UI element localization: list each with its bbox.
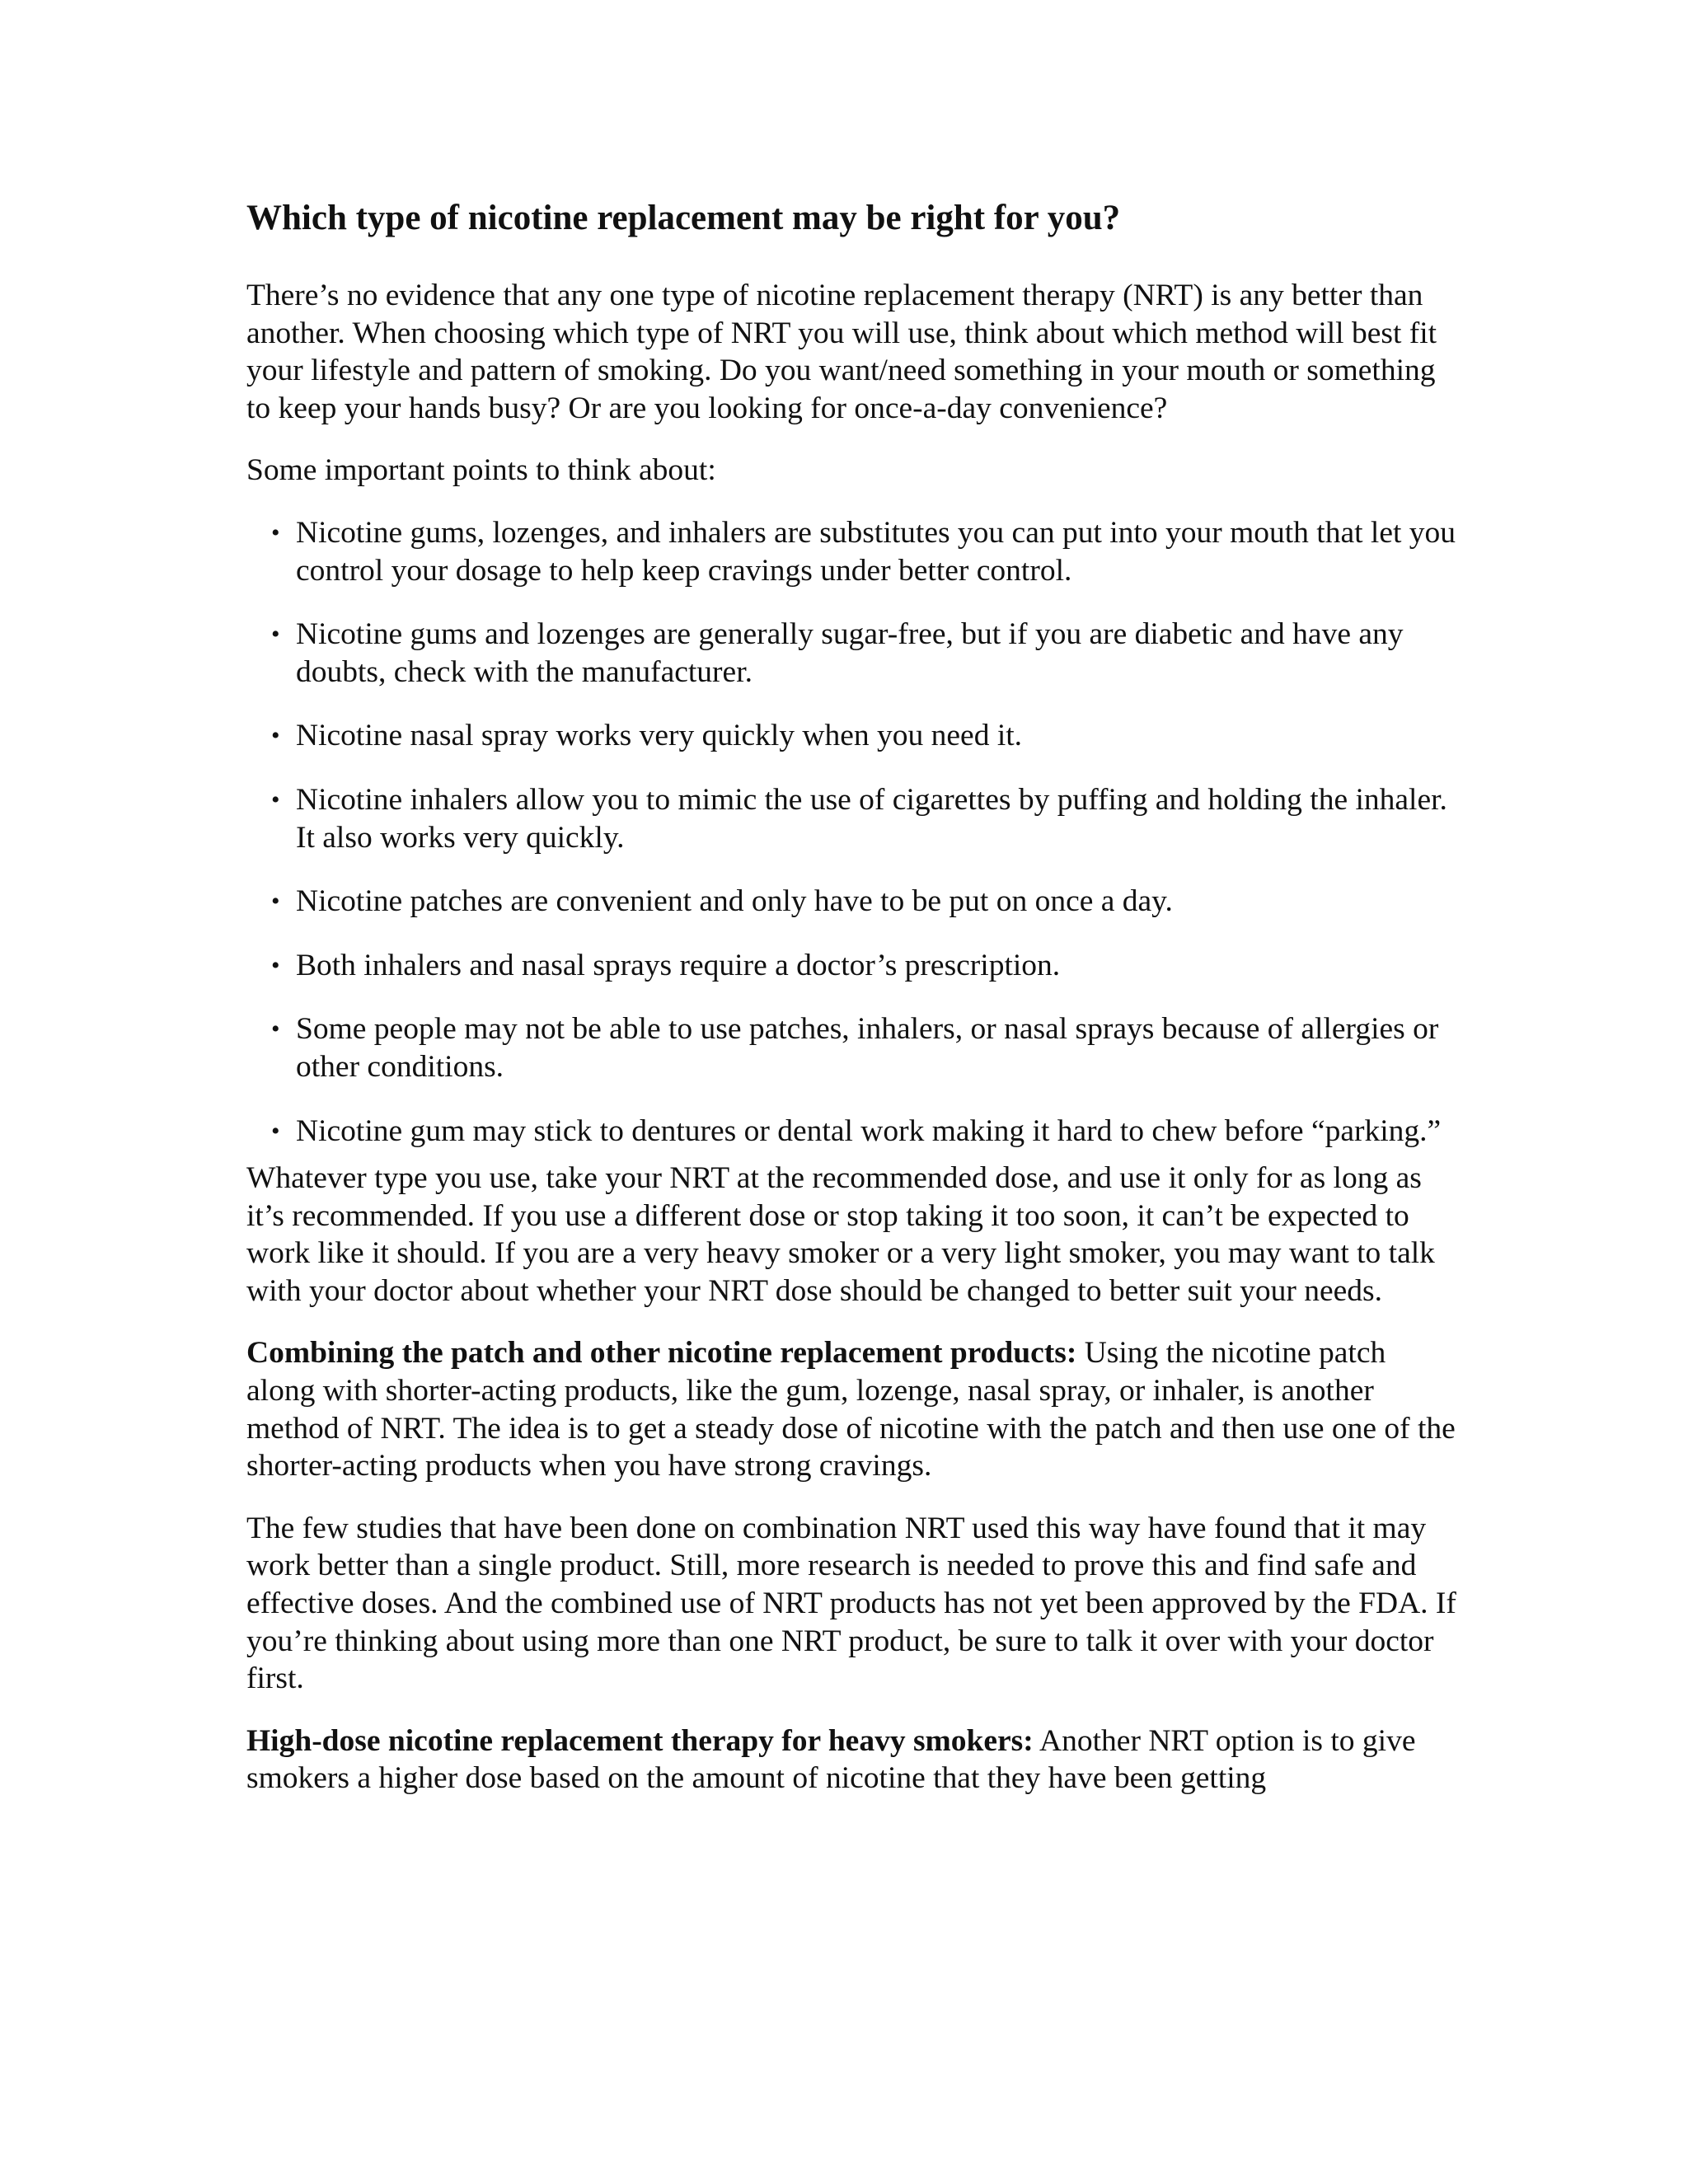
intro-paragraph: There’s no evidence that any one type of nicotine replacement therapy (NRT) is any better than another. When choosing which type of NRT you will use, think about which method will best fit your lifestyle and pattern of smoking. Do you want/need something in your mouth or something to keep your hands busy? Or are you looking for once-a-day convenience? [246,279,1437,425]
bullet-icon: • [271,518,280,546]
bullet-icon: • [271,1015,280,1043]
list-item-text: Nicotine gum may stick to dentures or dental work making it hard to chew before “parking.” [296,1113,1442,1148]
bullet-icon: • [271,888,280,916]
list-item-text: Some people may not be able to use patches, inhalers, or nasal sprays because of allergies or other conditions. [296,1012,1439,1084]
page-title: Which type of nicotine replacement may be right for you? [246,199,1121,237]
list-item [246,616,1458,691]
document-page [246,196,1458,1822]
high-dose-paragraph [246,1722,1458,1797]
combining-paragraph [246,1334,1458,1484]
bullet-icon: • [271,722,280,750]
combining-label: Combining the patch and other nicotine replacement products: [246,1336,1077,1371]
studies-paragraph: The few studies that have been done on combination NRT used this way have found that it may work better than a single product. Still, more research is needed to prove this and find safe and effective doses. And the combined use of NRT products has not yet been approved by the FDA. If you’re thinking about using more than one NRT product, be sure to talk it over with your doctor first. [246,1511,1456,1696]
bullet-icon: • [271,785,280,813]
points-list [246,514,1458,1150]
list-item [246,717,1458,755]
list-item [246,514,1458,589]
list-item [246,781,1458,856]
list-item-text: Nicotine inhalers allow you to mimic the use of cigarettes by puffing and holding the inhaler. It also works very quickly. [296,782,1447,855]
list-item [246,947,1458,985]
list-item-text: Nicotine patches are convenient and only have to be put on once a day. [296,884,1173,919]
high-dose-label: High-dose nicotine replacement therapy for heavy smokers: [246,1723,1034,1758]
dose-paragraph: Whatever type you use, take your NRT at the recommended dose, and use it only for as long as it’s recommended. If you use a different dose or stop taking it too soon, it can’t be expected to work like it should. If you are a very heavy smoker or a very light smoker, you may want to talk with your doctor about whether your NRT dose should be changed to better suit your needs. [246,1161,1435,1308]
high-dose-text: Another NRT option is to give smokers a higher dose based on the amount of nicotine that they have been getting [246,1723,1416,1796]
bullet-icon: • [271,951,280,979]
list-item [246,1010,1458,1085]
points-lead-paragraph: Some important points to think about: [246,453,716,488]
bullet-icon: • [271,1117,280,1145]
list-item [246,883,1458,921]
list-item-text: Both inhalers and nasal sprays require a doctor’s prescription. [296,948,1061,982]
combining-text: Using the nicotine patch along with shorter-acting products, like the gum, lozenge, nasal spray, or inhaler, is another method of NRT. The idea is to get a steady dose of nicotine with the patch and then use one of the shorter-acting products when you have strong cravings. [246,1336,1456,1483]
bullet-icon: • [271,621,280,649]
list-item-text: Nicotine nasal spray works very quickly when you need it. [296,719,1023,753]
list-item [246,1113,1458,1151]
list-item-text: Nicotine gums, lozenges, and inhalers are substitutes you can put into your mouth that let you control your dosage to help keep cravings under better control. [296,515,1456,588]
list-item-text: Nicotine gums and lozenges are generally sugar-free, but if you are diabetic and have any doubts, check with the manufacturer. [296,617,1404,689]
